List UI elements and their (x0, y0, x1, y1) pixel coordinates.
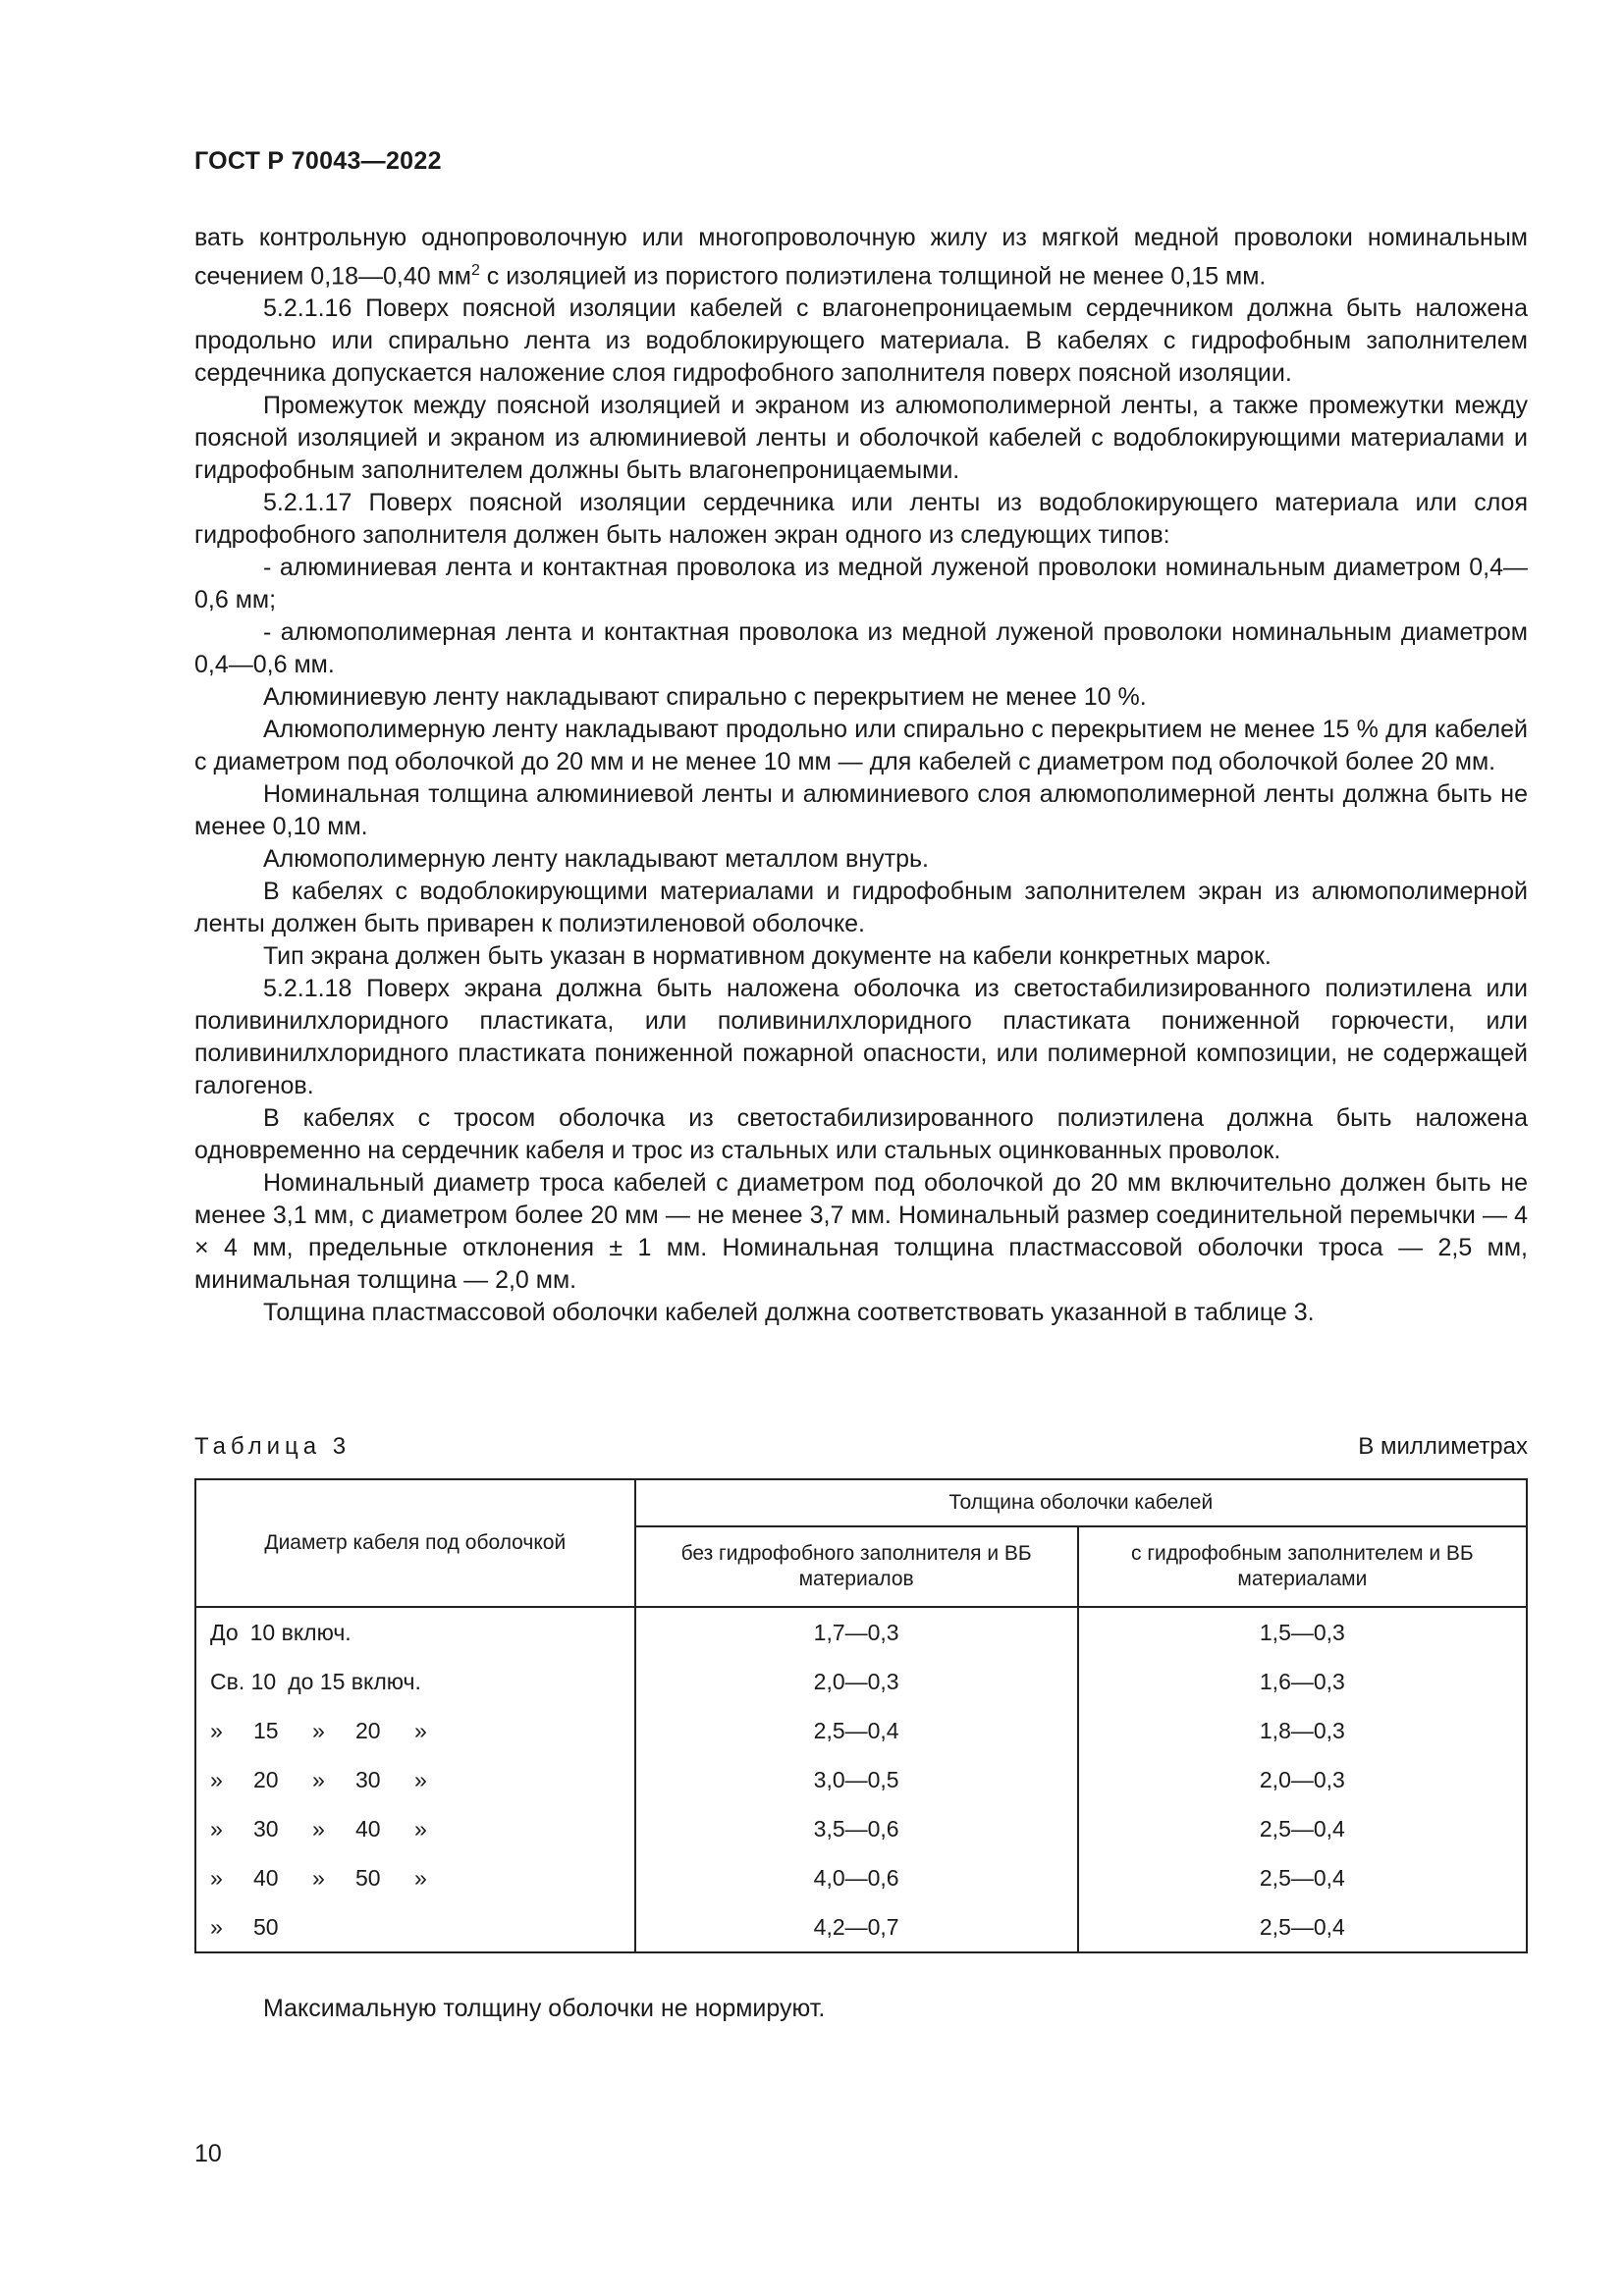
cell-with-filler: 1,6—0,3 (1078, 1657, 1527, 1706)
cell-without-filler: 2,5—0,4 (635, 1706, 1078, 1755)
diameter-part: » (210, 1864, 223, 1891)
sheath-thickness-table (194, 1478, 1528, 1953)
table-title: Таблица 3 (194, 1433, 352, 1460)
cell-diameter (195, 1657, 635, 1706)
list-item: - алюмополимерная лента и контактная проволока из медной луженой проволоки номинальным диаметром 0,4—0,6 мм. (194, 618, 1528, 679)
cell-diameter (195, 1853, 635, 1902)
diameter-part: 15 (253, 1717, 279, 1743)
cell-with-filler: 1,8—0,3 (1078, 1706, 1527, 1755)
diameter-part: » (210, 1913, 223, 1940)
paragraph: Промежуток между поясной изоляцией и экраном из алюмополимерной ленты, а также промежутки между поясной изоляцией и экраном из алюминиевой ленты и оболочкой кабелей с водоблокирующими материалами и гидрофобным заполнителем должны быть влагонепроницаемыми. (194, 392, 1528, 485)
diameter-part: » (210, 1815, 223, 1842)
diameter-part: » (312, 1717, 325, 1743)
cell-with-filler: 2,0—0,3 (1078, 1755, 1527, 1804)
paragraph: Толщина пластмассовой оболочки кабелей должна соответствовать указанной в таблице 3. (263, 1299, 1315, 1327)
diameter-part: до 15 включ. (288, 1668, 421, 1694)
cell-with-filler: 2,5—0,4 (1078, 1902, 1527, 1952)
paragraph: Номинальный диаметр троса кабелей с диаметром под оболочкой до 20 мм включительно должен быть не менее 3,1 мм, с диаметром более 20 мм — не менее 3,7 мм. Номинальный размер соединительной перемычки — 4 × 4 мм, предельные отклонения ± 1 мм. Номинальная толщина пластмассовой оболочки троса — 2,5 мм, минимальная толщина — 2,0 мм. (194, 1169, 1528, 1295)
note-text: Максимальную толщину оболочки не нормируют. (263, 1995, 826, 2022)
diameter-part: » (312, 1815, 325, 1842)
paragraph: В кабелях с тросом оболочка из светостабилизированного полиэтилена должна быть наложена одновременно на сердечник кабеля и трос из стальных или стальных оцинкованных проволок. (194, 1104, 1528, 1165)
cell-diameter (195, 1902, 635, 1952)
paragraph: 5.2.1.16 Поверх поясной изоляции кабелей с влагонепроницаемым сердечником должна быть наложена продольно или спирально лента из водоблокирующего материала. В кабелях с гидрофобным заполнителем сердечника допускается наложение слоя гидрофобного заполнителя поверх поясной изоляции. (194, 294, 1528, 388)
diameter-part: 50 (355, 1864, 381, 1891)
cell-diameter (195, 1706, 635, 1755)
paragraph: 5.2.1.17 Поверх поясной изоляции сердечника или ленты из водоблокирующего материала или слоя гидрофобного заполнителя должен быть наложен экран одного из следующих типов: (194, 489, 1528, 550)
table-row (195, 1755, 1527, 1804)
paragraph: Тип экрана должен быть указан в нормативном документе на кабели конкретных марок. (263, 942, 1272, 971)
column-group-header: Толщина оболочки кабелей (635, 1479, 1527, 1526)
cell-diameter (195, 1804, 635, 1853)
diameter-part: » (414, 1864, 427, 1891)
document-body (194, 222, 1528, 1329)
diameter-part: 50 (253, 1913, 279, 1940)
paragraph: 5.2.1.18 Поверх экрана должна быть наложена оболочка из светостабилизированного полиэтилена или поливинилхлоридного пластиката, или поливинилхлоридного пластиката пониженной горючести, или поливинилхлоридного пластиката пониженной пожарной опасности, или полимерной композиции, не содержащей галогенов. (194, 975, 1528, 1100)
cell-with-filler: 2,5—0,4 (1078, 1853, 1527, 1902)
cell-without-filler: 1,7—0,3 (635, 1607, 1078, 1657)
page-number: 10 (194, 2140, 222, 2167)
diameter-part: До (210, 1619, 239, 1645)
cell-without-filler: 2,0—0,3 (635, 1657, 1078, 1706)
diameter-part: Св. 10 (210, 1668, 277, 1694)
diameter-part: 30 (253, 1815, 279, 1842)
table-row (195, 1853, 1527, 1902)
cell-without-filler: 3,5—0,6 (635, 1804, 1078, 1853)
diameter-part: 40 (253, 1864, 279, 1891)
column-header-without-filler: без гидрофобного заполнителя и ВБ материалов (635, 1526, 1078, 1607)
cell-without-filler: 4,0—0,6 (635, 1853, 1078, 1902)
column-header-with-filler: с гидрофобным заполнителем и ВБ материалами (1078, 1526, 1527, 1607)
diameter-part: 10 включ. (249, 1619, 352, 1645)
diameter-part: » (210, 1717, 223, 1743)
document-header: ГОСТ Р 70043—2022 (194, 147, 442, 175)
cell-with-filler: 2,5—0,4 (1078, 1804, 1527, 1853)
cell-with-filler: 1,5—0,3 (1078, 1607, 1527, 1657)
cell-without-filler: 3,0—0,5 (635, 1755, 1078, 1804)
table-row (195, 1706, 1527, 1755)
diameter-part: 40 (355, 1815, 381, 1842)
diameter-part: » (312, 1766, 325, 1792)
cell-without-filler: 4,2—0,7 (635, 1902, 1078, 1952)
diameter-part: » (414, 1717, 427, 1743)
list-item: - алюминиевая лента и контактная проволока из медной луженой проволоки номинальным диаметром 0,4—0,6 мм; (194, 554, 1528, 614)
diameter-part: 30 (355, 1766, 381, 1792)
paragraph: Алюмополимерную ленту накладывают металлом внутрь. (263, 845, 929, 874)
table-caption-row (194, 1433, 1528, 1463)
paragraph: вать контрольную однопроволочную или многопроволочную жилу из мягкой медной проволоки номинальным сечением 0,18—0,40 $мм^2$ с изоляцией из пористого полиэтилена толщиной не менее 0,15 мм. (194, 224, 1528, 291)
diameter-part: » (312, 1864, 325, 1891)
table-row (195, 1804, 1527, 1853)
paragraph: В кабелях с водоблокирующими материалами и гидрофобным заполнителем экран из алюмополимерной ленты должен быть приварен к полиэтиленовой оболочке. (194, 878, 1528, 938)
diameter-part: 20 (253, 1766, 279, 1792)
cell-diameter (195, 1607, 635, 1657)
diameter-part: » (414, 1766, 427, 1792)
paragraph: Номинальная толщина алюминиевой ленты и алюминиевого слоя алюмополимерной ленты должна быть не менее 0,10 мм. (194, 780, 1528, 841)
table-row (195, 1657, 1527, 1706)
table-row (195, 1607, 1527, 1657)
diameter-part: » (414, 1815, 427, 1842)
table-units: В миллиметрах (1358, 1433, 1528, 1460)
table-row (195, 1902, 1527, 1952)
diameter-part: 20 (355, 1717, 381, 1743)
column-header-diameter: Диаметр кабеля под оболочкой (195, 1479, 635, 1607)
diameter-part: » (210, 1766, 223, 1792)
paragraph: Алюминиевую ленту накладывают спирально с перекрытием не менее 10 %. (263, 683, 1147, 712)
superscript: 2 (470, 262, 480, 279)
paragraph: Алюмополимерную ленту накладывают продольно или спирально с перекрытием не менее 15 % для кабелей с диаметром под оболочкой до 20 мм и не менее 10 мм — для кабелей с диаметром под оболочкой более 20 мм. (194, 716, 1528, 776)
cell-diameter (195, 1755, 635, 1804)
